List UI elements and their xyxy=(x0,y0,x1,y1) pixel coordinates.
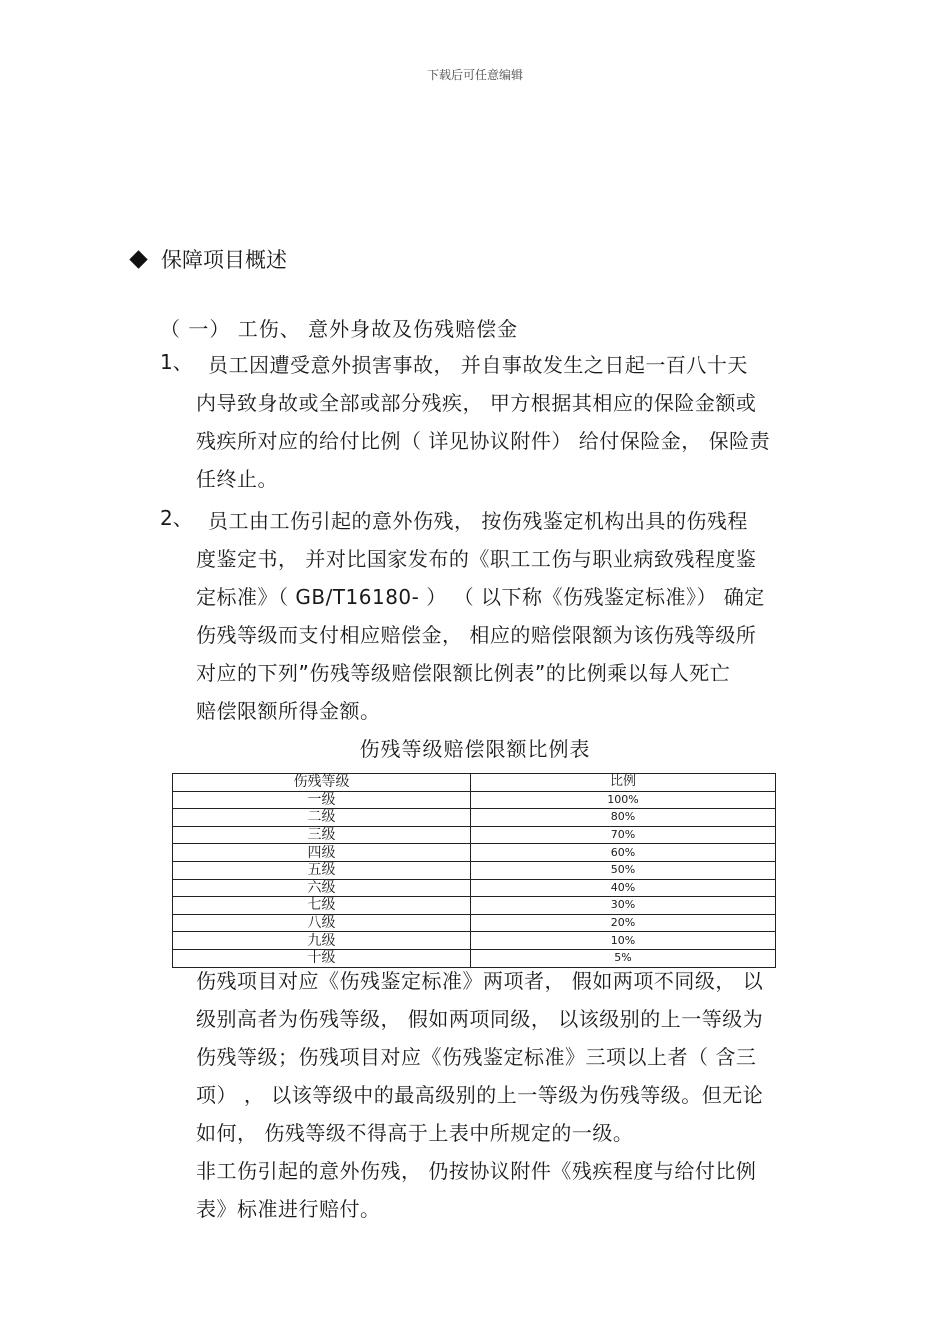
item-line: 员工因遭受意外损害事故， 并自事故发生之日起一百八十天 xyxy=(208,353,748,377)
grade-cell: 三级 xyxy=(173,826,471,844)
table-row xyxy=(173,879,776,897)
paragraph-line: 非工伤引起的意外伤残， 仍按协议附件《残疾程度与给付比例 xyxy=(196,1159,757,1183)
item-line: 任终止。 xyxy=(196,467,278,491)
page-header-note: 下载后可任意编辑 xyxy=(426,68,523,82)
item-line: 伤残等级而支付相应赔偿金， 相应的赔偿限额为该伤残等级所 xyxy=(196,623,757,647)
table-row xyxy=(173,809,776,827)
table-row xyxy=(173,932,776,950)
table-row xyxy=(173,861,776,879)
list-item-number: 1、 xyxy=(160,350,193,374)
table-header-row xyxy=(173,774,776,792)
grade-cell: 四级 xyxy=(173,844,471,862)
paragraph-non-work-injury xyxy=(196,1152,828,1228)
grade-cell: 九级 xyxy=(173,932,471,950)
column-header-ratio: 比例 xyxy=(471,774,776,792)
table-row xyxy=(173,791,776,809)
grade-cell: 一级 xyxy=(173,791,471,809)
list-item-1 xyxy=(160,346,830,498)
grade-cell: 十级 xyxy=(173,949,471,967)
list-item-2 xyxy=(160,502,830,730)
paragraph-line: 级别高者为伤残等级， 假如两项同级， 以该级别的上一等级为 xyxy=(196,1007,764,1031)
item-line: 赔偿限额所得金额。 xyxy=(196,699,381,723)
grade-cell: 二级 xyxy=(173,809,471,827)
disability-ratio-table xyxy=(172,773,776,968)
paragraph-line: 表》标准进行赔付。 xyxy=(196,1197,381,1221)
ratio-cell: 40% xyxy=(471,879,776,897)
ratio-cell: 80% xyxy=(471,809,776,827)
column-header-grade: 伤残等级 xyxy=(173,774,471,792)
grade-cell: 六级 xyxy=(173,879,471,897)
grade-cell: 七级 xyxy=(173,897,471,915)
item-line: 对应的下列”伤残等级赔偿限额比例表”的比例乘以每人死亡 xyxy=(196,661,731,685)
paragraph-line: 如何， 伤残等级不得高于上表中所规定的一级。 xyxy=(196,1121,634,1145)
item-line: 残疾所对应的给付比例（ 详见协议附件） 给付保险金， 保险责 xyxy=(196,429,771,453)
item-line: 定标准》（ GB/T16180- ） （ 以下称《伤残鉴定标准》） 确定 xyxy=(196,585,765,609)
section-heading xyxy=(130,244,287,274)
table-row xyxy=(173,897,776,915)
table-row xyxy=(173,826,776,844)
table-row xyxy=(173,844,776,862)
ratio-cell: 60% xyxy=(471,844,776,862)
table-row xyxy=(173,914,776,932)
ratio-cell: 70% xyxy=(471,826,776,844)
paragraph-line: 伤残项目对应《伤残鉴定标准》两项者， 假如两项不同级， 以 xyxy=(196,969,764,993)
item-line: 内导致身故或全部或部分残疾， 甲方根据其相应的保险金额或 xyxy=(196,391,757,415)
sub-heading: （ 一） 工伤、 意外身故及伤残赔偿金 xyxy=(160,317,519,341)
ratio-cell: 50% xyxy=(471,861,776,879)
list-item-number: 2、 xyxy=(160,506,193,530)
paragraph-grading-rules xyxy=(196,962,828,1152)
diamond-bullet-icon xyxy=(129,250,147,268)
item-line: 度鉴定书， 并对比国家发布的《职工工伤与职业病致残程度鉴 xyxy=(196,547,757,571)
table-title: 伤残等级赔偿限额比例表 xyxy=(359,737,591,761)
grade-cell: 五级 xyxy=(173,861,471,879)
grade-cell: 八级 xyxy=(173,914,471,932)
ratio-cell: 10% xyxy=(471,932,776,950)
ratio-cell: 20% xyxy=(471,914,776,932)
item-line: 员工由工伤引起的意外伤残， 按伤残鉴定机构出具的伤残程 xyxy=(208,509,748,533)
paragraph-line: 项） ， 以该等级中的最高级别的上一等级为伤残等级。但无论 xyxy=(196,1083,764,1107)
section-heading-text: 保障项目概述 xyxy=(161,248,287,272)
ratio-cell: 100% xyxy=(471,791,776,809)
ratio-cell: 5% xyxy=(471,949,776,967)
ratio-cell: 30% xyxy=(471,897,776,915)
paragraph-line: 伤残等级；伤残项目对应《伤残鉴定标准》三项以上者（ 含三 xyxy=(196,1045,757,1069)
